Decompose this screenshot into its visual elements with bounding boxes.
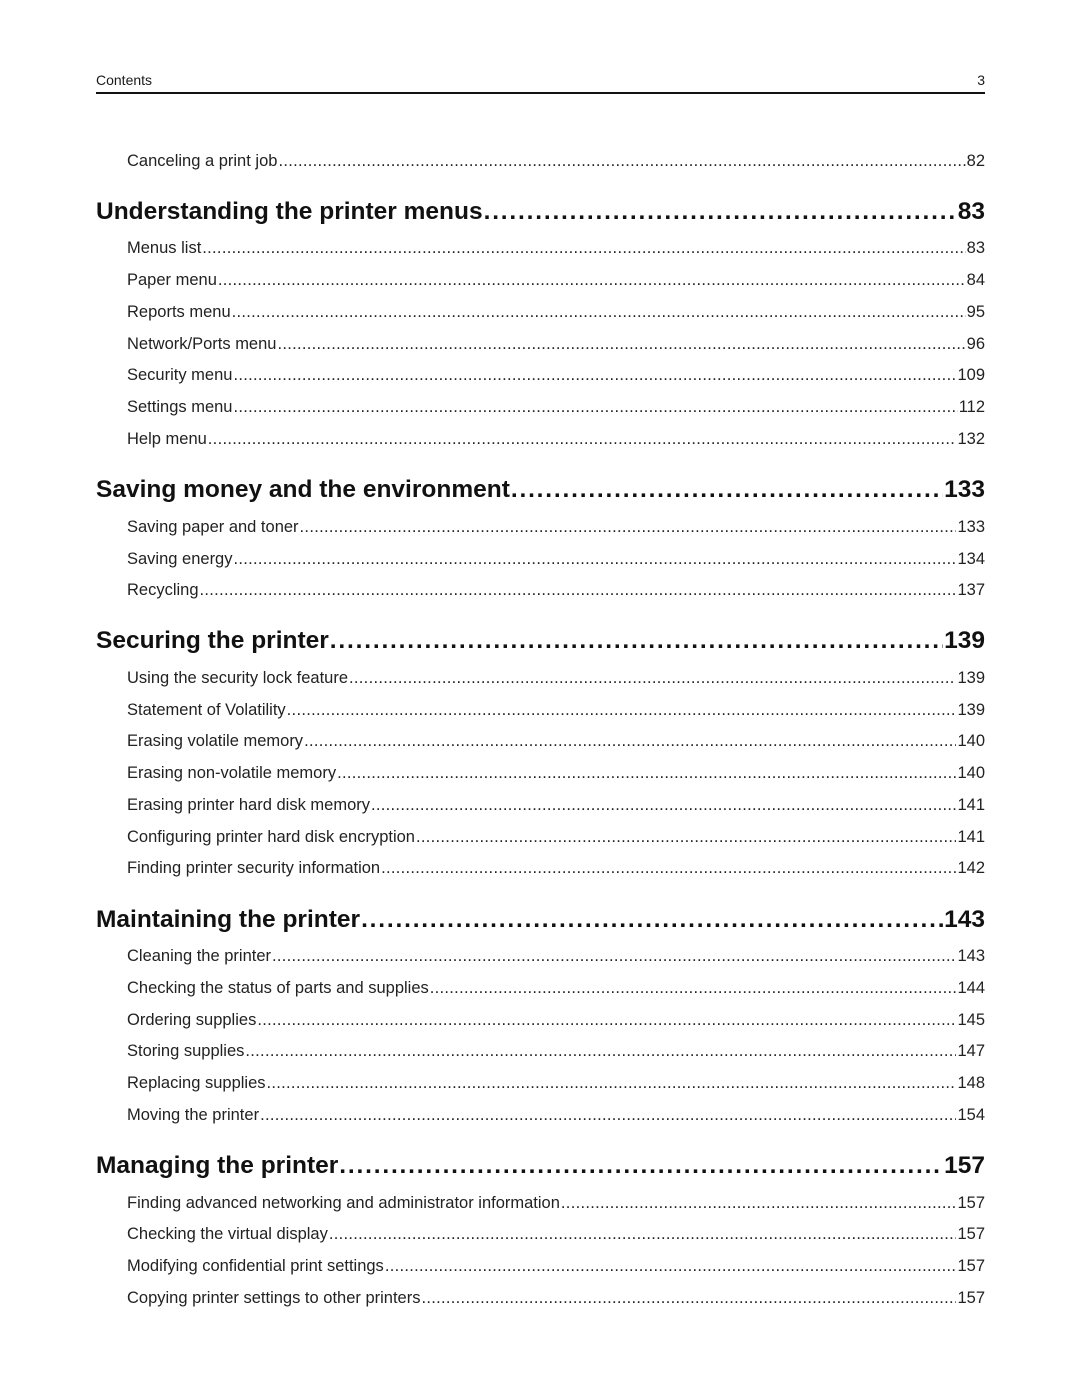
toc-entry[interactable] xyxy=(127,363,985,387)
toc-entry[interactable] xyxy=(127,761,985,785)
toc-entry[interactable] xyxy=(127,427,985,451)
toc-chapter-heading[interactable] xyxy=(96,195,985,229)
dot-leader xyxy=(484,195,957,229)
toc-entry-title: Statement of Volatility xyxy=(127,701,286,719)
toc-entry-page: 157 xyxy=(957,1257,985,1275)
dot-leader xyxy=(416,825,956,849)
dot-leader xyxy=(260,1103,956,1127)
dot-leader xyxy=(278,149,965,173)
dot-leader xyxy=(200,578,957,602)
toc-entry-title: Erasing non-volatile memory xyxy=(127,764,337,782)
dot-leader xyxy=(329,1222,957,1246)
toc-entry[interactable] xyxy=(127,1191,985,1215)
toc-entry-page: 133 xyxy=(957,518,985,536)
toc-chapter-title: Managing the printer xyxy=(96,1152,339,1179)
toc-entry[interactable] xyxy=(127,729,985,753)
toc-chapter-heading[interactable] xyxy=(96,624,985,658)
header-page-number: 3 xyxy=(977,72,985,88)
toc-entry[interactable] xyxy=(127,578,985,602)
dot-leader xyxy=(339,1149,943,1183)
toc-chapter-heading[interactable] xyxy=(96,1149,985,1183)
toc-entry[interactable] xyxy=(127,395,985,419)
toc-chapter-page: 157 xyxy=(944,1152,985,1179)
toc-entry[interactable] xyxy=(127,1254,985,1278)
dot-leader xyxy=(430,976,957,1000)
toc-entry-page: 140 xyxy=(957,764,985,782)
toc-chapter-heading[interactable] xyxy=(96,473,985,507)
toc-entry-title: Finding advanced networking and administrator information xyxy=(127,1194,560,1212)
dot-leader xyxy=(304,729,956,753)
toc-entry-page: 134 xyxy=(957,550,985,568)
dot-leader xyxy=(202,236,965,260)
toc-entry-title: Copying printer settings to other printers xyxy=(127,1289,421,1307)
toc-entry[interactable] xyxy=(127,236,985,260)
dot-leader xyxy=(511,473,943,507)
toc-entry[interactable] xyxy=(127,1222,985,1246)
toc-chapter-page: 83 xyxy=(957,198,985,225)
toc-entry[interactable] xyxy=(127,1039,985,1063)
toc-entry[interactable] xyxy=(127,332,985,356)
toc-entry-page: 154 xyxy=(957,1106,985,1124)
toc-entry[interactable] xyxy=(127,1286,985,1310)
toc-entry[interactable] xyxy=(127,793,985,817)
toc-entry-page: 96 xyxy=(966,335,985,353)
dot-leader xyxy=(233,395,957,419)
toc-entry-page: 144 xyxy=(957,979,985,997)
toc-entry-page: 132 xyxy=(957,430,985,448)
toc-entry-page: 147 xyxy=(957,1042,985,1060)
toc-chapter-title: Understanding the printer menus xyxy=(96,198,483,225)
toc-entry[interactable] xyxy=(127,825,985,849)
toc-entry-title: Storing supplies xyxy=(127,1042,245,1060)
toc-entry[interactable] xyxy=(127,856,985,880)
dot-leader xyxy=(385,1254,957,1278)
dot-leader xyxy=(361,903,943,937)
dot-leader xyxy=(300,515,957,539)
toc-entry[interactable] xyxy=(127,515,985,539)
toc-entry-title: Moving the printer xyxy=(127,1106,260,1124)
dot-leader xyxy=(337,761,956,785)
dot-leader xyxy=(218,268,966,292)
dot-leader xyxy=(371,793,956,817)
toc-chapter-page: 139 xyxy=(944,627,985,654)
toc-entry-title: Reports menu xyxy=(127,303,231,321)
dot-leader xyxy=(245,1039,956,1063)
toc-entry-title: Menus list xyxy=(127,239,202,257)
dot-leader xyxy=(234,547,957,571)
toc-entry-page: 143 xyxy=(957,947,985,965)
toc-entry-page: 157 xyxy=(957,1225,985,1243)
dot-leader xyxy=(287,698,957,722)
running-header xyxy=(96,70,985,94)
toc-entry-title: Network/Ports menu xyxy=(127,335,277,353)
dot-leader xyxy=(272,944,956,968)
toc-entry-page: 157 xyxy=(957,1289,985,1307)
toc-entry-title: Security menu xyxy=(127,366,233,384)
toc-chapter-title: Saving money and the environment xyxy=(96,476,510,503)
dot-leader xyxy=(233,363,956,387)
toc-entry-page: 82 xyxy=(966,152,985,170)
toc-entry-page: 95 xyxy=(966,303,985,321)
toc-entry-title: Erasing volatile memory xyxy=(127,732,304,750)
toc-entry-page: 112 xyxy=(958,398,985,416)
toc-entry-page: 141 xyxy=(957,828,985,846)
toc-entry[interactable] xyxy=(127,300,985,324)
toc-entry[interactable] xyxy=(127,149,985,173)
toc-entry-page: 141 xyxy=(957,796,985,814)
toc-entry-title: Using the security lock feature xyxy=(127,669,349,687)
toc-entry[interactable] xyxy=(127,944,985,968)
dot-leader xyxy=(381,856,956,880)
dot-leader xyxy=(257,1008,956,1032)
toc-entry-title: Saving paper and toner xyxy=(127,518,299,536)
toc-entry-page: 157 xyxy=(957,1194,985,1212)
toc-chapter-heading[interactable] xyxy=(96,903,985,937)
toc-entry[interactable] xyxy=(127,976,985,1000)
toc-entry-title: Checking the virtual display xyxy=(127,1225,328,1243)
toc-entry-page: 83 xyxy=(966,239,985,257)
toc-entry-title: Settings menu xyxy=(127,398,233,416)
toc-entry[interactable] xyxy=(127,1008,985,1032)
toc-entry-page: 142 xyxy=(957,859,985,877)
toc-entry-title: Erasing printer hard disk memory xyxy=(127,796,371,814)
toc-entry[interactable] xyxy=(127,1103,985,1127)
toc-chapter-page: 143 xyxy=(944,906,985,933)
toc-entry-page: 84 xyxy=(966,271,985,289)
toc-entry-title: Help menu xyxy=(127,430,207,448)
dot-leader xyxy=(349,666,956,690)
toc-entry-title: Recycling xyxy=(127,581,199,599)
toc-entry-title: Canceling a print job xyxy=(127,152,278,170)
toc-entry[interactable] xyxy=(127,547,985,571)
toc-chapter-title: Maintaining the printer xyxy=(96,906,361,933)
toc-entry-title: Modifying confidential print settings xyxy=(127,1257,384,1275)
dot-leader xyxy=(232,300,966,324)
dot-leader xyxy=(267,1071,957,1095)
toc-entry[interactable] xyxy=(127,666,985,690)
dot-leader xyxy=(561,1191,957,1215)
toc-entry-title: Ordering supplies xyxy=(127,1011,257,1029)
toc-entry-title: Finding printer security information xyxy=(127,859,381,877)
toc-entry-page: 139 xyxy=(957,669,985,687)
toc-entry-page: 148 xyxy=(957,1074,985,1092)
toc-entry[interactable] xyxy=(127,698,985,722)
header-section-title: Contents xyxy=(96,72,153,88)
toc-chapter-page: 133 xyxy=(944,476,985,503)
toc-entry-title: Paper menu xyxy=(127,271,217,289)
dot-leader xyxy=(330,624,943,658)
toc-chapter-title: Securing the printer xyxy=(96,627,329,654)
dot-leader xyxy=(421,1286,956,1310)
toc-entry-page: 139 xyxy=(957,701,985,719)
toc-entry-page: 145 xyxy=(957,1011,985,1029)
toc-entry-title: Checking the status of parts and supplies xyxy=(127,979,429,997)
toc-entry-title: Saving energy xyxy=(127,550,233,568)
toc-entry-title: Replacing supplies xyxy=(127,1074,266,1092)
toc-entry-page: 140 xyxy=(957,732,985,750)
dot-leader xyxy=(277,332,965,356)
toc-entry[interactable] xyxy=(127,268,985,292)
toc-entry-title: Configuring printer hard disk encryption xyxy=(127,828,415,846)
toc-entry[interactable] xyxy=(127,1071,985,1095)
dot-leader xyxy=(208,427,957,451)
toc-entry-page: 137 xyxy=(957,581,985,599)
toc-entry-title: Cleaning the printer xyxy=(127,947,272,965)
toc-entry-page: 109 xyxy=(957,366,985,384)
